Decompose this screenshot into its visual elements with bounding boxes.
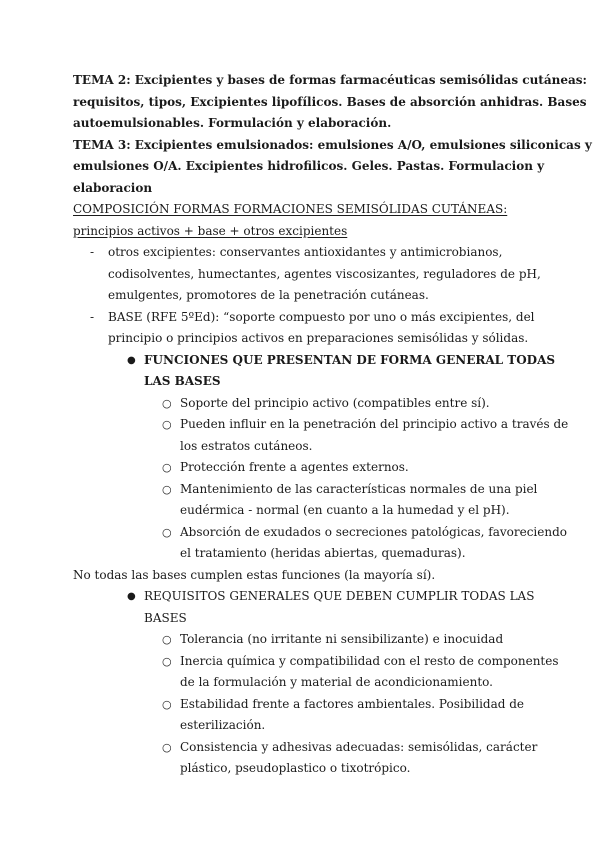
tema2-line: TEMA 2: Excipientes y bases de formas farmacéuticas semisólidas cutáneas: [73,73,587,87]
list-item-line: Pueden influir en la penetración del principio activo a través de [180,417,569,431]
funciones-title-line: LAS BASES [144,374,221,388]
list-item-line: plástico, pseudoplastico o tixotrópico. [180,761,411,775]
list-item [73,629,540,651]
circle-marker: ○ [162,525,172,539]
tema2-line: requisitos, tipos, Excipientes lipofílicos. Bases de absorción anhidras. Bases [73,94,587,109]
circle-marker: ○ [162,740,172,754]
list-item-line: Consistencia y adhesivas adecuadas: semisólidas, carácter [180,739,538,754]
circle-marker: ○ [162,697,172,711]
list-item [73,479,540,522]
tema3-heading [73,135,592,200]
requisitos-title-line: REQUISITOS GENERALES QUE DEBEN CUMPLIR TODAS LAS [144,589,535,603]
bullet-marker: ● [127,354,136,366]
circle-marker: ○ [162,654,172,668]
circle-marker: ○ [162,418,172,431]
tema3-line: emulsiones O/A. Excipientes hidrofilicos. Geles. Pastas. Formulacion y [73,159,545,173]
list-item [73,694,540,737]
dash-marker: - [90,309,95,324]
list-item [73,651,559,694]
list-item-line: Inercia química y compatibilidad con el resto de componentes [180,653,559,668]
list-item-line: Mantenimiento de las características normales de una piel [180,481,538,496]
circle-marker: ○ [162,482,172,496]
list-item [73,307,540,350]
list-item-line: eudérmica - normal (en cuanto a la humedad y el pH). [180,503,510,517]
list-item-line: Tolerancia (no irritante ni sensibilizante) e inocuidad [180,632,504,646]
tema3-line: elaboracion [73,180,153,195]
list-item-line: Soporte del principio activo (compatibles entre sí). [180,395,490,410]
tema2-line: autoemulsionables. Formulación y elaboración. [73,116,392,130]
list-item-line: esterilización. [180,718,266,732]
requisitos-title-line: BASES [144,610,187,625]
list-item [73,522,568,565]
list-item [73,393,540,415]
funciones-heading [73,350,556,393]
circle-marker: ○ [162,633,172,646]
tema2-heading [73,70,587,135]
list-item [73,242,540,307]
list-item-line: los estratos cutáneos. [180,438,313,453]
bullet-marker: ● [127,591,136,602]
funciones-title-line: FUNCIONES QUE PRESENTAN DE FORMA GENERAL TODAS [144,352,556,367]
list-item [73,737,540,780]
list-item-line: codisolventes, humectantes, agentes viscosizantes, reguladores de pH, [108,266,541,281]
list-item-line: BASE (RFE 5ºEd): “soporte compuesto por uno o más excipientes, del [108,309,535,324]
note-text: No todas las bases cumplen estas funciones (la mayoría sí). [73,567,436,582]
circle-marker: ○ [162,461,172,474]
subheading: principios activos + base + otros excipientes [73,223,348,238]
tema3-line: TEMA 3: Excipientes emulsionados: emulsiones A/O, emulsiones siliconicas y [73,137,592,152]
section-heading: COMPOSICIÓN FORMAS FORMACIONES SEMISÓLIDAS CUTÁNEAS: [73,202,508,216]
requisitos-heading [73,586,540,629]
list-item-line: el tratamiento (heridas abiertas, quemaduras). [180,546,466,560]
list-item-line: principio o principios activos en preparaciones semisólidas y sólidas. [108,331,529,345]
list-item [73,414,569,457]
list-item-line: otros excipientes: conservantes antioxidantes y antimicrobianos, [108,245,503,259]
dash-marker: - [90,245,95,259]
list-item-line: Protección frente a agentes externos. [180,460,409,474]
list-item-line: de la formulación y material de acondicionamiento. [180,675,493,689]
list-item [73,457,540,479]
list-item-line: emulgentes, promotores de la penetración cutáneas. [108,288,429,302]
list-item-line: Estabilidad frente a factores ambientales. Posibilidad de [180,696,525,711]
list-item-line: Absorción de exudados o secreciones patológicas, favoreciendo [180,524,568,539]
circle-marker: ○ [162,396,172,410]
